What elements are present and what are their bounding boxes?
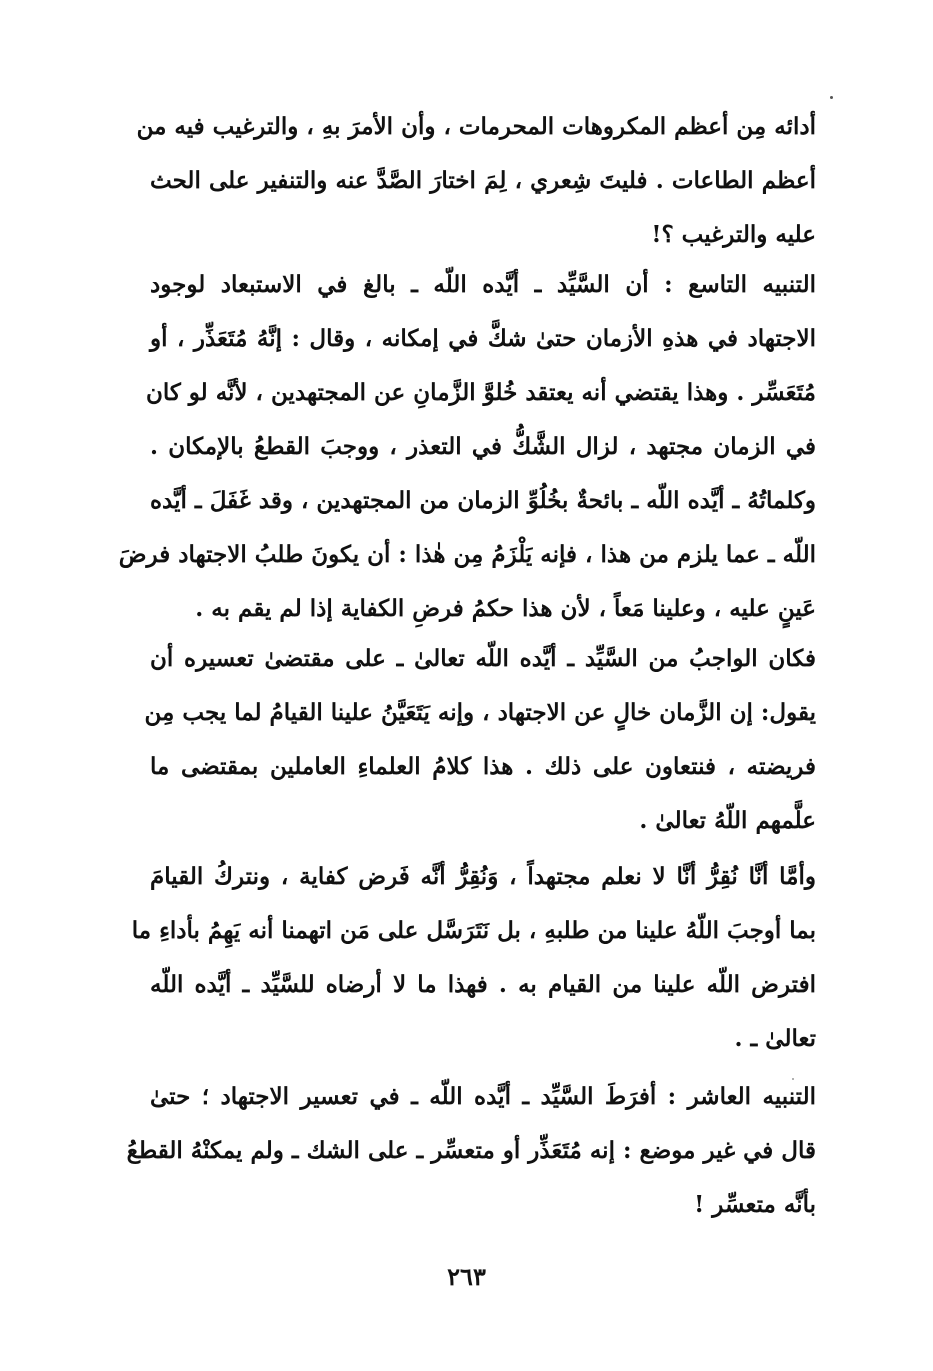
paragraph-4 — [131, 850, 816, 1066]
text-line: مُتَعَسِّر . وهذا يقتضي أنه يعتقد خُلوَّ الزَّمانِ عن المجتهدين ، لأنَّه لو كان — [145, 379, 816, 406]
paragraph-5 — [126, 1070, 816, 1232]
text-line: فكان الواجبُ من السَّيِّد ـ أيَّده اللّه تعالىٰ ـ على مقتضىٰ تعسيره أن — [150, 645, 816, 672]
text-line: بأنَّه متعسِّر ! — [694, 1191, 816, 1218]
text-line: عَينٍ عليه ، وعلينا مَعاً ، لأن هذا حكمُ فرضِ الكفاية إذا لم يقم به . — [195, 595, 816, 622]
text-line: يقول: إن الزَّمان خالٍ عن الاجتهاد ، وإنه يَتَعَيَّنُ علينا القيامُ لما يجب مِن — [144, 699, 816, 726]
text-line: قال في غير موضع : إنه مُتَعَذِّر أو متعسِّر ـ على الشك ـ ولم يمكنْهُ القطعُ — [126, 1137, 816, 1164]
text-line: التنبيه التاسع : أن السَّيِّد ـ أيَّده اللّه ـ بالغ في الاستبعاد لوجود — [150, 271, 816, 298]
text-line: وأمَّا أنَّا نُقِرُّ أنَّا لا نعلم مجتهداً ، وَنُقِرُّ أنَّه فَرض كفاية ، ونتركُ القيامَ — [150, 863, 816, 890]
text-line: الاجتهاد في هذهِ الأزمان حتىٰ شكَّ في إمكانه ، وقال : إنَّهُ مُتَعَذِّر ، أو — [150, 325, 816, 352]
text-line: عليه والترغيب ؟! — [651, 221, 816, 248]
text-line: أدائه مِن أعظم المكروهات المحرمات ، وأن الأمرَ بهِ ، والترغيب فيه من — [136, 113, 816, 140]
paragraph-1 — [136, 100, 816, 262]
text-line: تعالىٰ ـ . — [734, 1025, 816, 1052]
paragraph-2 — [118, 258, 816, 636]
text-line: افترض اللّه علينا من القيام به . فهذا ما لا أرضاه للسَّيِّد ـ أيَّده اللّه — [150, 971, 816, 998]
page-number: ٢٦٣ — [447, 1262, 486, 1291]
text-line: اللّه ـ عما يلزم من هذا ، فإنه يَلْزَمُ مِن هٰذا : أن يكونَ طلبُ الاجتهاد فرضَ — [118, 541, 816, 568]
paragraph-3 — [144, 632, 816, 848]
text-line: في الزمان مجتهد ، لزال الشَّكُّ في التعذر ، ووجبَ القطعُ بالإمكان . — [150, 433, 816, 460]
text-line: علَّمهم اللّهُ تعالىٰ . — [639, 807, 816, 834]
text-line: وكلماتُهُ ـ أيَّده اللّه ـ بائحةٌ بخُلُوِّ الزمان من المجتهدين ، وقد غَفَلَ ـ أيَّده — [150, 487, 816, 514]
text-line: بما أوجبَ اللّهُ علينا من طلبهِ ، بل نَتَرَسَّل على مَن اتهمنا أنه يَهِمُ بأداءِ ما — [131, 917, 816, 944]
text-line: التنبيه العاشر : أفرَطَ السَّيِّد ـ أيَّده اللّه ـ في تعسير الاجتهاد ؛ حتىٰ — [150, 1083, 816, 1110]
text-line: فريضته ، فنتعاون على ذلك . هذا كلامُ العلماءِ العاملين بمقتضى ما — [150, 753, 816, 780]
scan-speck — [830, 96, 833, 99]
text-line: أعظم الطاعات . فليتَ شِعري ، لِمَ اختارَ الصَّدَّ عنه والتنفير على الحث — [150, 167, 816, 194]
scan-speck — [792, 1078, 794, 1080]
